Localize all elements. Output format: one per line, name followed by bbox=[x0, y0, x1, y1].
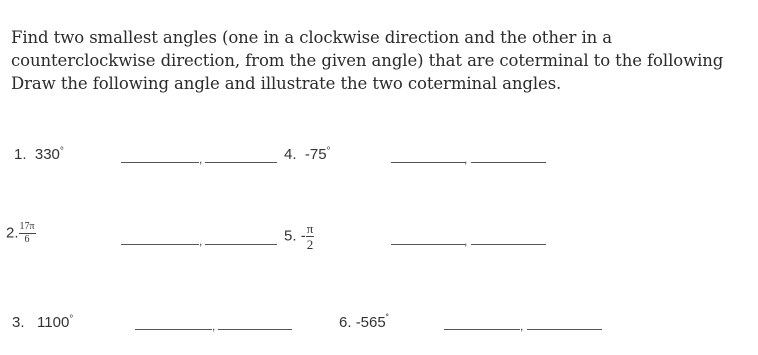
instruction-line-3: Draw the following angle and illustrate the two coterminal angles. bbox=[11, 74, 562, 93]
problem-3-number: 3. bbox=[12, 314, 25, 331]
problem-2-answer-blank-counterclockwise[interactable] bbox=[205, 244, 277, 245]
instruction-line-2: counterclockwise direction, from the given angle) that are coterminal to the following bbox=[11, 51, 724, 70]
problem-5-fraction bbox=[306, 222, 315, 251]
problem-3 bbox=[12, 314, 73, 331]
problem-5-number: 5. bbox=[284, 227, 297, 245]
problem-2-denominator: 6 bbox=[24, 234, 30, 245]
problem-5 bbox=[284, 222, 314, 251]
problem-3-angle: 1100 bbox=[37, 314, 70, 331]
problem-4-number: 4. bbox=[284, 146, 297, 163]
instructions bbox=[11, 26, 756, 95]
problem-3-answer-blank-clockwise[interactable] bbox=[135, 329, 212, 330]
problem-5-sign: - bbox=[300, 227, 306, 245]
problem-5-answer-blank-counterclockwise[interactable] bbox=[471, 244, 546, 245]
problem-4-separator: , bbox=[464, 152, 468, 166]
problem-3-separator: , bbox=[212, 319, 216, 333]
problem-5-separator: , bbox=[464, 234, 468, 248]
problem-5-denominator: 2 bbox=[306, 237, 314, 252]
problem-2-numerator: 17π bbox=[19, 221, 35, 232]
problem-2-answer-blank-clockwise[interactable] bbox=[121, 244, 199, 245]
problem-2-number: 2. bbox=[6, 224, 19, 242]
problem-2-separator: , bbox=[199, 234, 203, 248]
problem-3-answer-blank-counterclockwise[interactable] bbox=[218, 329, 292, 330]
problem-6 bbox=[339, 314, 389, 331]
problem-1-angle: 330 bbox=[34, 146, 60, 163]
problem-2 bbox=[6, 222, 36, 245]
problem-1-number: 1. bbox=[14, 146, 27, 163]
problem-4 bbox=[284, 146, 331, 163]
problem-1-answer-blank-clockwise[interactable] bbox=[121, 162, 199, 163]
problem-4-unit: ° bbox=[326, 146, 331, 157]
problem-5-numerator: π bbox=[306, 221, 314, 236]
problem-3-unit: ° bbox=[69, 314, 74, 325]
problem-1-unit: ° bbox=[59, 146, 64, 157]
problem-6-answer-blank-clockwise[interactable] bbox=[444, 329, 520, 330]
instruction-line-1: Find two smallest angles (one in a clockwise direction and the other in a bbox=[11, 28, 613, 47]
problem-6-number: 6. bbox=[339, 314, 352, 331]
problem-6-separator: , bbox=[520, 319, 524, 333]
problem-4-angle: -75 bbox=[304, 146, 327, 163]
problem-4-answer-blank-clockwise[interactable] bbox=[391, 162, 465, 163]
problem-1-separator: , bbox=[199, 152, 203, 166]
problem-4-answer-blank-counterclockwise[interactable] bbox=[471, 162, 546, 163]
problem-5-answer-blank-clockwise[interactable] bbox=[391, 244, 465, 245]
problem-2-fraction bbox=[19, 222, 36, 245]
problem-1-answer-blank-counterclockwise[interactable] bbox=[205, 162, 277, 163]
problem-6-angle: -565 bbox=[355, 314, 386, 331]
problem-6-answer-blank-counterclockwise[interactable] bbox=[527, 329, 602, 330]
problem-1 bbox=[14, 146, 64, 163]
problem-6-unit: ˚ bbox=[385, 314, 390, 325]
